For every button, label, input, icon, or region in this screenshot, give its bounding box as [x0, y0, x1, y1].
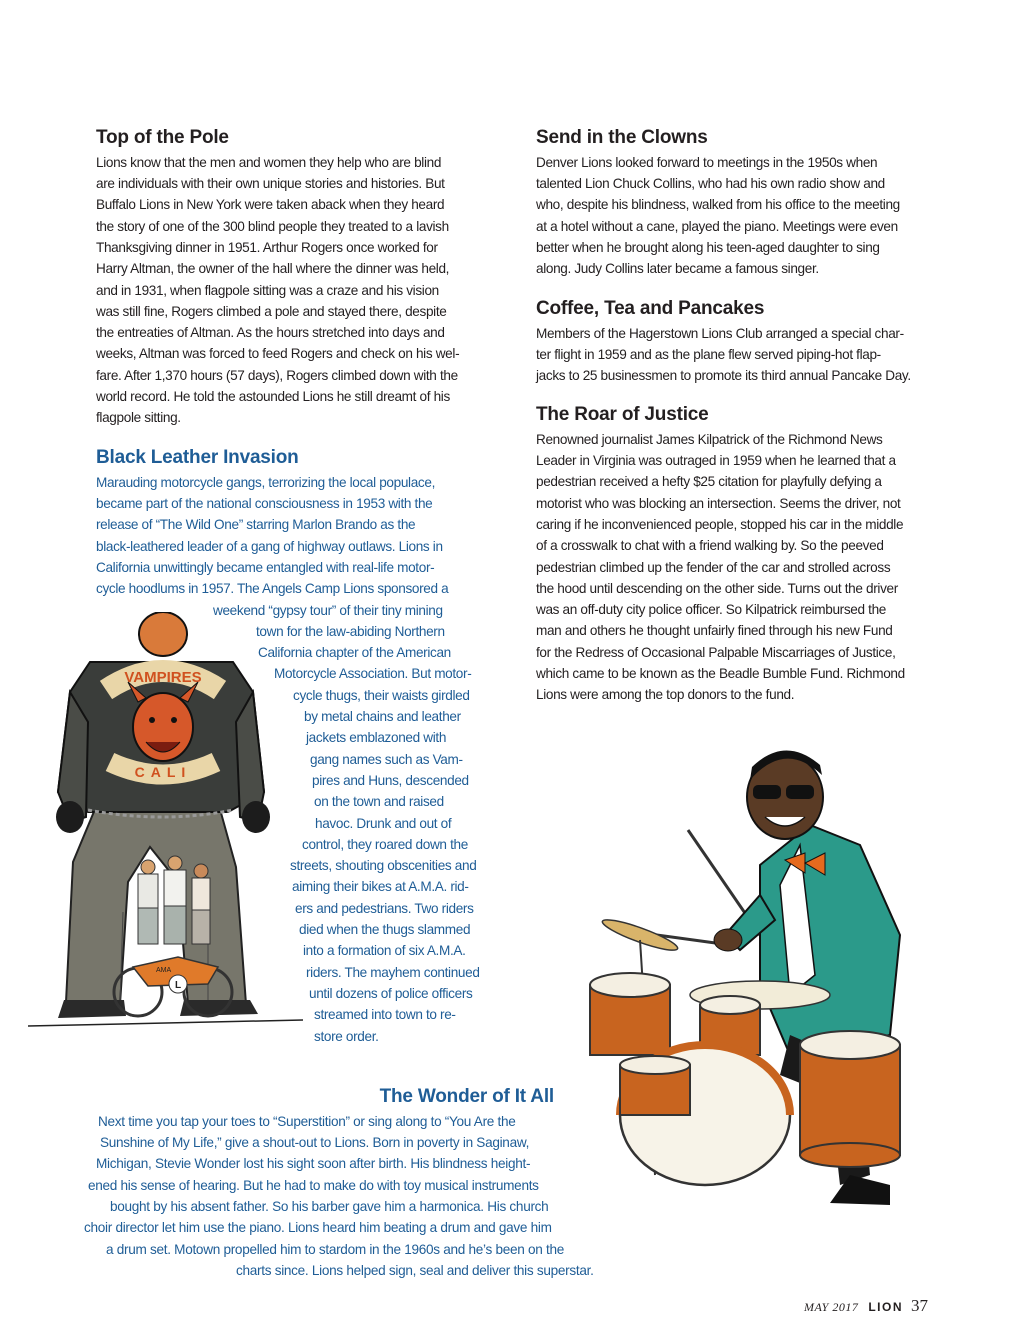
story-line: at a hotel without a cane, played the piano. Meetings were even [536, 218, 898, 234]
story-line: release of “The Wild One” starring Marlon Brando as the [96, 517, 416, 533]
story-line: Motorcycle Association. But motor- [274, 666, 472, 682]
story-line: Members of the Hagerstown Lions Club arranged a special char- [536, 325, 904, 341]
story-line: town for the law-abiding Northern [256, 623, 445, 639]
story-title: The Wonder of It All [379, 1086, 554, 1107]
story-line: Lions were among the top donors to the fund. [536, 687, 795, 703]
story-line: Renowned journalist James Kilpatrick of the Richmond News [536, 431, 883, 447]
story-line: man and others he thought unfairly fined through his new Fund [536, 623, 893, 639]
story-line: Michigan, Stevie Wonder lost his sight soon after birth. His blindness height- [96, 1156, 531, 1172]
page-number: 37 [911, 1296, 928, 1315]
story-line: and in 1931, when flagpole sitting was a craze and his vision [96, 282, 439, 298]
story-line: ened his sense of hearing. But he had to make do with toy musical instruments [88, 1177, 539, 1193]
story-line: who, despite his blindness, walked from his office to the meeting [536, 197, 900, 213]
story-line: cycle hoodlums in 1957. The Angels Camp Lions sponsored a [96, 581, 449, 597]
story-line: became part of the national consciousness in 1953 with the [96, 496, 433, 512]
story-line: pires and Huns, descended [312, 772, 469, 788]
story-line: Harry Altman, the owner of the hall where the dinner was held, [96, 261, 450, 277]
story-coffee-tea-pancakes [536, 298, 911, 387]
story-line: Sunshine of My Life,” give a shout-out to Lions. Born in poverty in Saginaw, [100, 1135, 530, 1151]
story-line: world record. He told the astounded Lions he still dreamt of his [96, 389, 450, 405]
story-line: charts since. Lions helped sign, seal and deliver this superstar. [236, 1262, 594, 1278]
page-folio [804, 1296, 928, 1316]
story-line: better when he brought along his teen-aged daughter to sing [536, 239, 880, 255]
story-line: pedestrian climbed up the fender of the car and strolled across [536, 559, 891, 575]
story-line: was still fine, Rogers climbed a pole and stayed there, despite [96, 303, 447, 319]
story-line: choir director let him use the piano. Lions heard him beating a drum and gave him [84, 1220, 552, 1236]
story-line: Thanksgiving dinner in 1951. Arthur Rogers once worked for [96, 239, 438, 255]
story-line: until dozens of police officers [309, 985, 473, 1001]
story-line: bought by his absent father. So his barber gave him a harmonica. His church [110, 1198, 549, 1214]
story-line: talented Lion Chuck Collins, who had his own radio show and [536, 176, 885, 192]
story-line: riders. The mayhem continued [306, 964, 480, 980]
story-line: the story of one of the 300 blind people they treated to a lavish [96, 218, 449, 234]
story-line: jacks to 25 businessmen to promote its third annual Pancake Day. [536, 368, 911, 384]
magazine-name: LION [868, 1300, 903, 1314]
story-line: on the town and raised [314, 794, 444, 810]
issue-date: MAY 2017 [803, 1300, 859, 1314]
patch-top-text: VAMPIRES [124, 669, 202, 686]
story-line: of a crosswalk to chat with a friend walking by. So the peeved [536, 538, 884, 554]
story-line: aiming their bikes at A.M.A. rid- [292, 879, 469, 895]
story-line: California chapter of the American [258, 645, 451, 661]
story-line: Denver Lions looked forward to meetings in the 1950s when [536, 154, 878, 170]
story-title: Top of the Pole [96, 127, 229, 148]
story-line: Next time you tap your toes to “Superstition” or sing along to “You Are the [98, 1113, 516, 1129]
bike-tank-text: AMA [156, 967, 172, 974]
story-line: cycle thugs, their waists girdled [293, 687, 470, 703]
story-title: The Roar of Justice [536, 404, 709, 425]
story-line: flagpole sitting. [96, 410, 181, 426]
story-line: pedestrian received a hefty $25 citation for playfully defying a [536, 474, 882, 490]
story-line: died when the thugs slammed [299, 922, 471, 938]
story-roar-of-justice [536, 404, 905, 706]
story-line: which came to be known as the Beadle Bumble Fund. Richmond [536, 666, 905, 682]
story-line: the hood until descending on the other side. Turns out the driver [536, 580, 898, 596]
story-line: for the Redress of Occasional Palpable Miscarriages of Justice, [536, 644, 896, 660]
story-line: store order. [314, 1028, 379, 1044]
story-line: ter flight in 1959 and as the plane flew served piping-hot flap- [536, 347, 881, 363]
story-line: California unwittingly became entangled with real-life motor- [96, 559, 435, 575]
story-line: control, they roared down the [302, 836, 468, 852]
story-line: into a formation of six A.M.A. [303, 943, 466, 959]
story-line: weeks, Altman was forced to feed Rogers and check on his wel- [96, 346, 460, 362]
story-black-leather-invasion [96, 447, 480, 1047]
story-title: Black Leather Invasion [96, 447, 299, 468]
story-top-of-the-pole [96, 127, 459, 429]
story-wonder-of-it-all [84, 1086, 624, 1281]
story-line: Buffalo Lions in New York were taken aback when they heard [96, 197, 445, 213]
story-line: motorist who was blocking an intersection. Seems the driver, not [536, 495, 901, 511]
story-line: fare. After 1,370 hours (57 days), Rogers climbed down with the [96, 367, 458, 383]
story-line: are individuals with their own unique stories and histories. But [96, 176, 445, 192]
story-line: Lions know that the men and women they help who are blind [96, 154, 442, 170]
story-title: Coffee, Tea and Pancakes [536, 298, 765, 319]
patch-bottom-text: CALI [134, 764, 192, 780]
story-line: Leader in Virginia was outraged in 1959 when he learned that a [536, 453, 896, 469]
story-line: jackets emblazoned with [306, 730, 447, 746]
story-line: Marauding motorcycle gangs, terrorizing the local populace, [96, 474, 436, 490]
story-line: by metal chains and leather [304, 709, 461, 725]
story-line: streets, shouting obscenities and [290, 858, 477, 874]
story-line: streamed into town to re- [314, 1007, 456, 1023]
story-send-in-the-clowns [536, 127, 900, 280]
story-title: Send in the Clowns [536, 127, 708, 148]
story-line: caring if he inconvenienced people, stopped his car in the middle [536, 516, 904, 532]
story-line: weekend “gypsy tour” of their tiny mining [213, 602, 443, 618]
story-line: black-leathered leader of a gang of highway outlaws. Lions in [96, 538, 443, 554]
story-line: havoc. Drunk and out of [315, 815, 452, 831]
story-line: a drum set. Motown propelled him to stardom in the 1960s and he’s been on the [106, 1241, 565, 1257]
bike-badge-text: L [174, 980, 182, 991]
story-line: along. Judy Collins later became a famous singer. [536, 261, 819, 277]
story-line: ers and pedestrians. Two riders [295, 900, 474, 916]
story-line: gang names such as Vam- [310, 751, 463, 767]
story-line: was an off-duty city police officer. So Kilpatrick reimbursed the [536, 602, 886, 618]
story-line: the entreaties of Altman. As the hours stretched into days and [96, 325, 445, 341]
